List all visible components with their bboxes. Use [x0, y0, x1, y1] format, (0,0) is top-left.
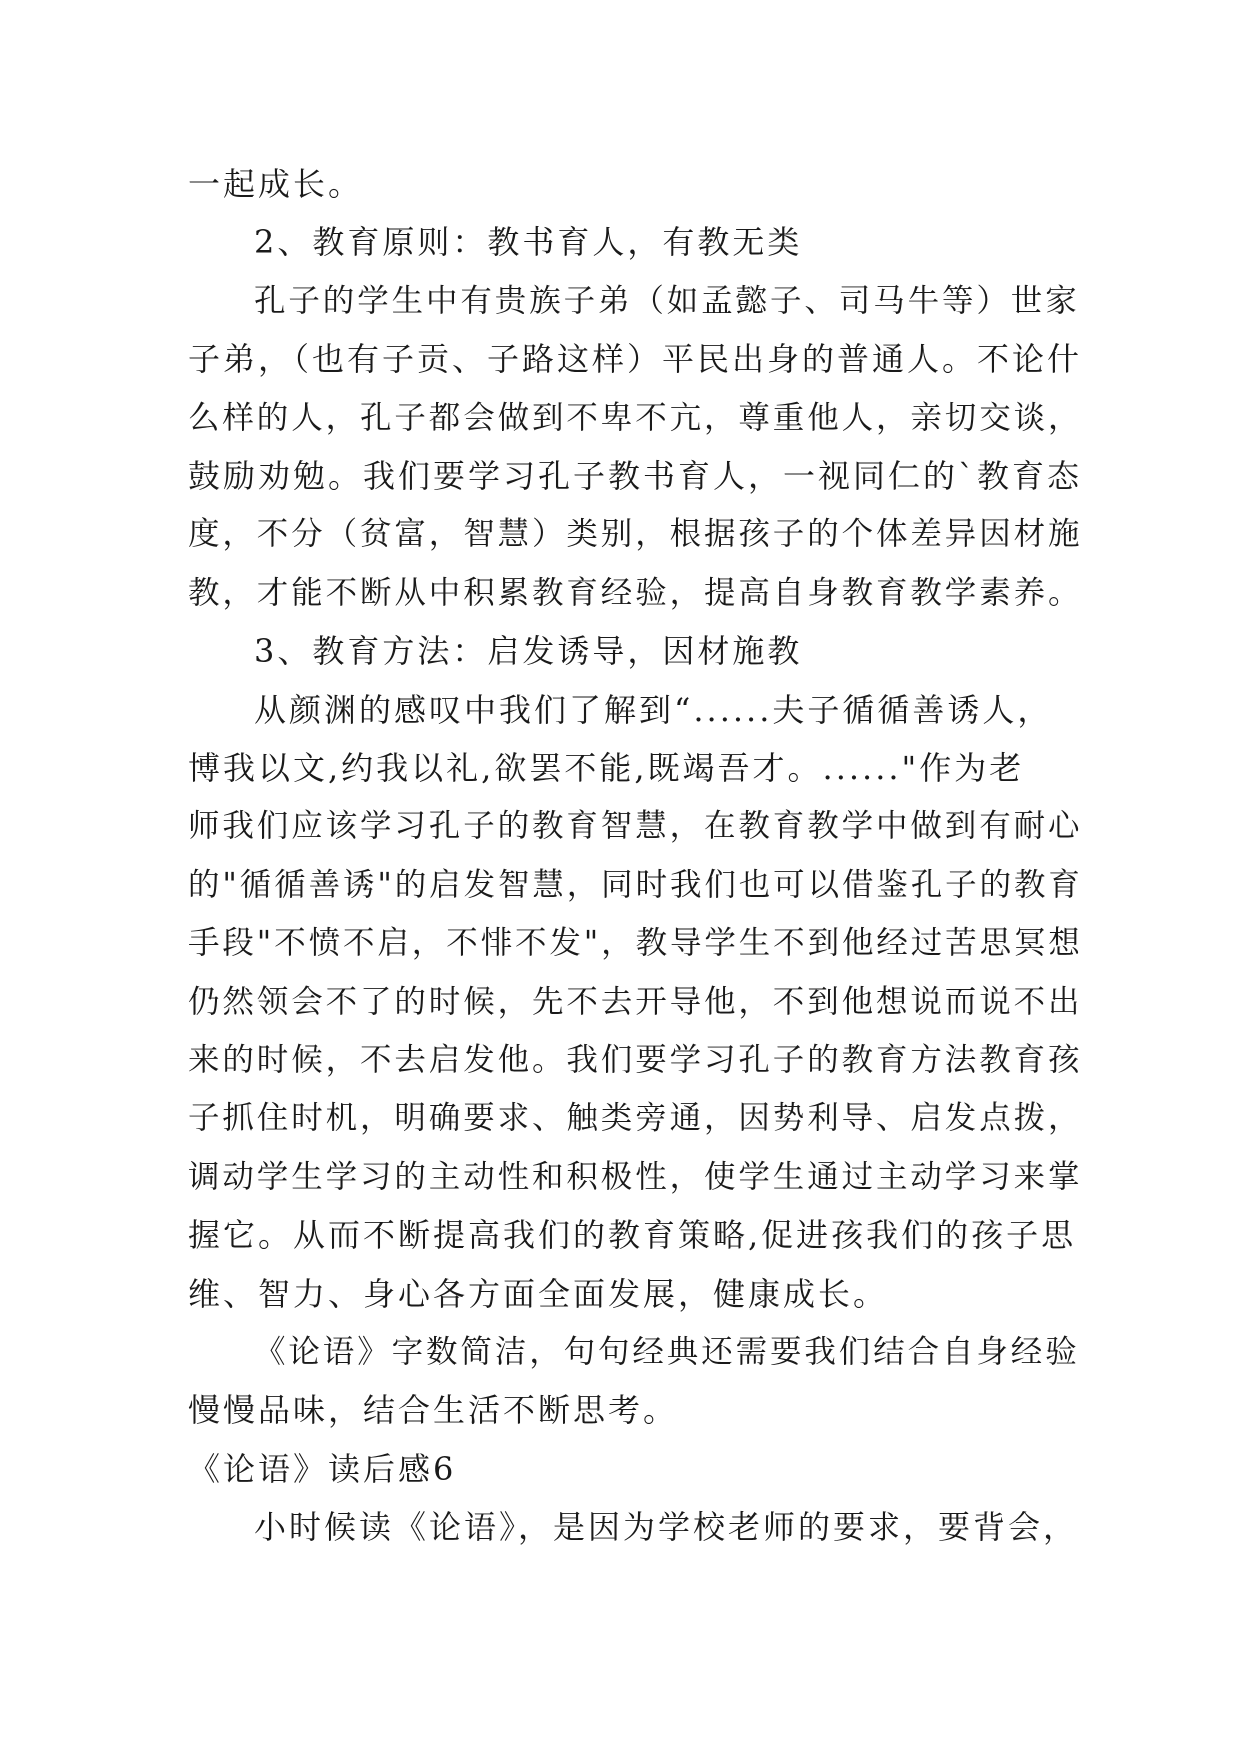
- paragraph-line: 调动学生学习的主动性和积极性，使学生通过主动学习来掌: [188, 1159, 1083, 1195]
- paragraph-line: 孔子的学生中有贵族子弟（如孟懿子、司马牛等）世家: [254, 283, 1080, 319]
- paragraph-line: 小时候读《论语》，是因为学校老师的要求，要背会，: [254, 1508, 1079, 1546]
- paragraph-line: 维、智力、身心各方面全面发展，健康成长。: [188, 1275, 889, 1313]
- section-heading: 3、教育方法：启发诱导，因材施教: [254, 632, 803, 670]
- paragraph-line: 慢慢品味，结合生活不断思考。: [188, 1391, 679, 1429]
- paragraph-line: 教，才能不断从中积累教育经验，提高自身教育教学素养。: [188, 575, 1083, 611]
- paragraph-line: 手段"不愤不启，不悱不发"，教导学生不到他经过苦思冥想: [188, 925, 1083, 961]
- paragraph-line: 仍然领会不了的时候，先不去开导他，不到他想说而说不出: [188, 984, 1083, 1020]
- paragraph-line: 来的时候，不去启发他。我们要学习孔子的教育方法教育孩: [188, 1042, 1083, 1078]
- paragraph-line: 鼓励劝勉。我们要学习孔子教书育人，一视同仁的`教育态: [188, 457, 1083, 495]
- section-heading: 2、教育原则：教书育人，有教无类: [254, 223, 803, 261]
- paragraph-line: 师我们应该学习孔子的教育智慧，在教育教学中做到有耐心: [188, 808, 1083, 844]
- paragraph-line: 子弟，（也有子贡、子路这样）平民出身的普通人。不论什: [188, 340, 1083, 378]
- paragraph-line: 一起成长。: [188, 165, 364, 203]
- paragraph-line: 的"循循善诱"的启发智慧，同时我们也可以借鉴孔子的教育: [188, 867, 1083, 903]
- paragraph-line: 从颜渊的感叹中我们了解到“......夫子循循善诱人，: [254, 691, 1053, 729]
- paragraph-line: 子抓住时机，明确要求、触类旁通，因势利导、启发点拨，: [188, 1100, 1083, 1136]
- paragraph-line: 博我以文,约我以礼,欲罢不能,既竭吾才。......"作为老: [188, 749, 1025, 787]
- paragraph-line: 《论语》字数简洁，句句经典还需要我们结合自身经验: [254, 1334, 1080, 1370]
- paragraph-line: 么样的人，孔子都会做到不卑不亢，尊重他人，亲切交谈，: [188, 400, 1083, 436]
- article-title: 《论语》读后感6: [188, 1450, 457, 1488]
- paragraph-line: 度，不分（贫富，智慧）类别，根据孩子的个体差异因材施: [188, 516, 1083, 552]
- paragraph-line: 握它。从而不断提高我们的教育策略,促进孩我们的孩子思: [188, 1216, 1077, 1254]
